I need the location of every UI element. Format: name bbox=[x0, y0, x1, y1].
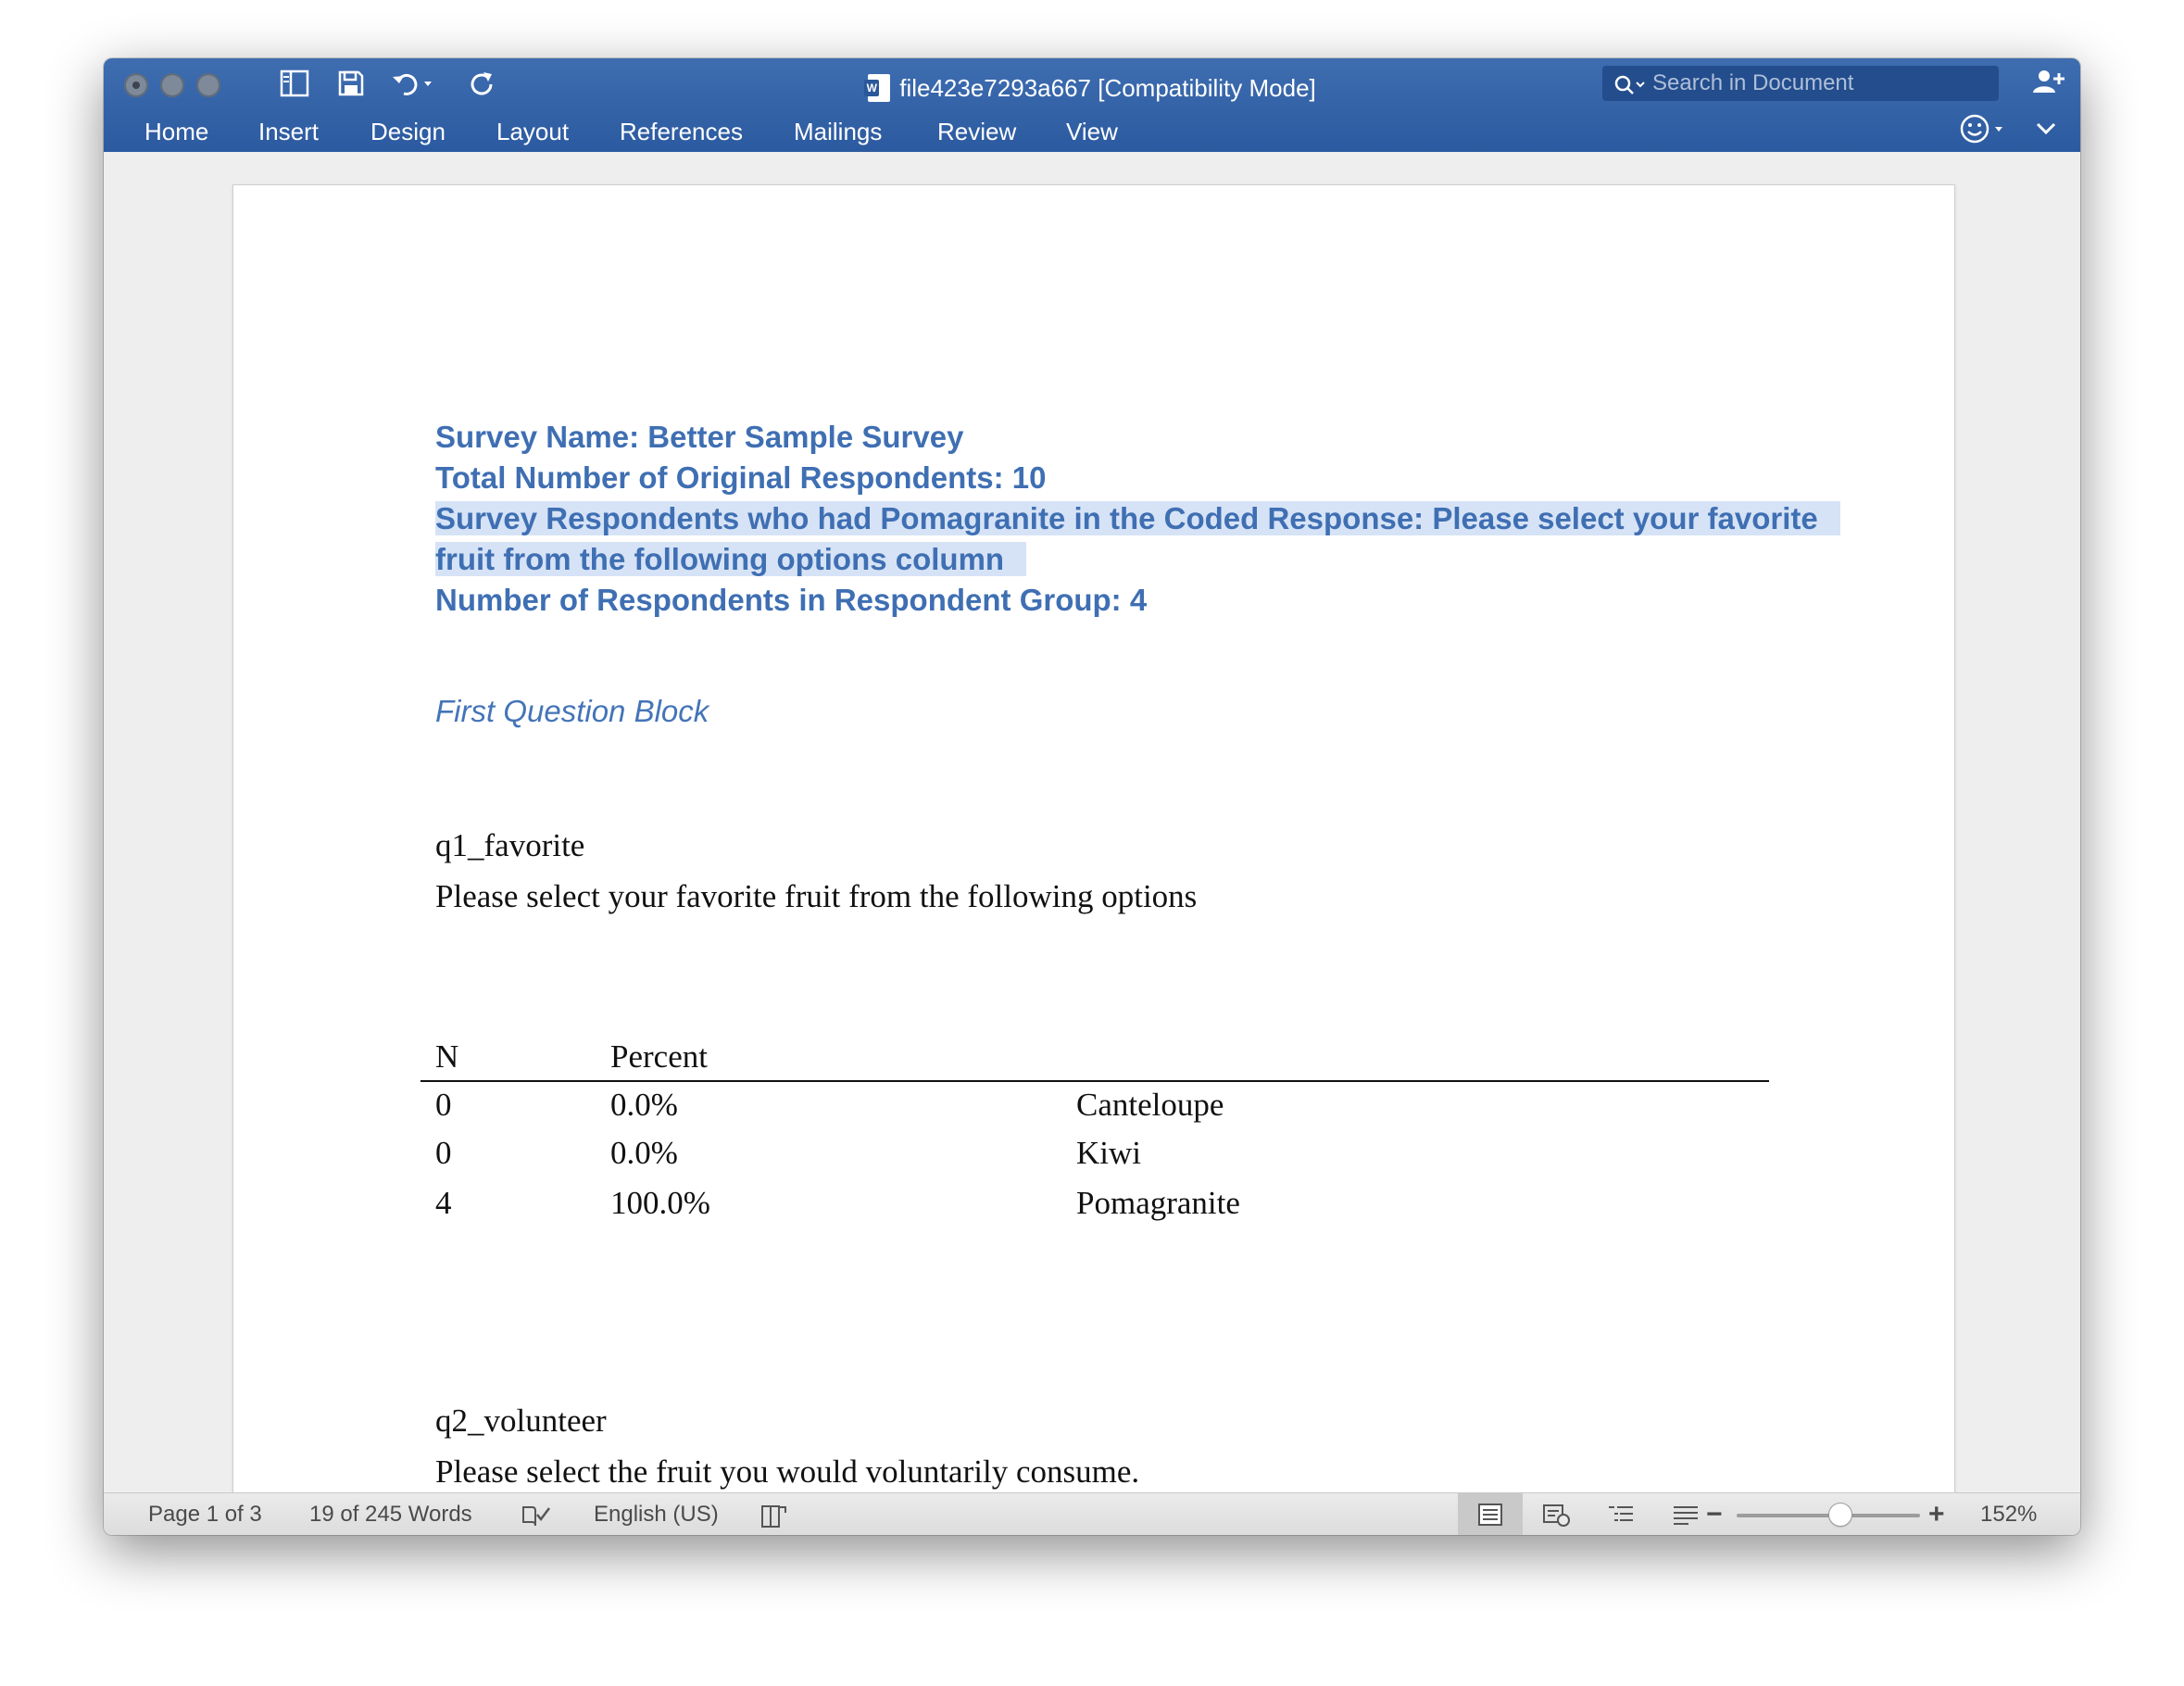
zoom-out-button[interactable]: − bbox=[1706, 1499, 1723, 1529]
tab-insert[interactable]: Insert bbox=[258, 118, 320, 145]
tab-review[interactable]: Review bbox=[937, 118, 1017, 145]
share-user-icon[interactable] bbox=[2032, 68, 2065, 100]
web-layout-icon bbox=[1542, 1504, 1572, 1528]
zoom-slider-track[interactable] bbox=[1737, 1514, 1920, 1517]
tab-mailings[interactable]: Mailings bbox=[794, 118, 883, 145]
page-indicator[interactable]: Page 1 of 3 bbox=[148, 1502, 262, 1527]
draft-icon bbox=[1672, 1504, 1700, 1526]
language-indicator[interactable]: English (US) bbox=[594, 1502, 719, 1527]
document-canvas bbox=[104, 152, 2080, 1492]
row-percent: 0.0% bbox=[610, 1087, 678, 1123]
zoom-in-button[interactable]: + bbox=[1928, 1499, 1945, 1529]
zoom-slider-knob[interactable] bbox=[1829, 1504, 1851, 1526]
document-page[interactable] bbox=[233, 185, 1954, 1492]
column-header-n: N bbox=[435, 1038, 459, 1075]
proofing-icon[interactable] bbox=[521, 1502, 552, 1535]
tab-design[interactable]: Design bbox=[370, 118, 446, 145]
print-layout-view-button[interactable] bbox=[1458, 1493, 1523, 1535]
smiley-feedback-icon[interactable] bbox=[1960, 113, 2008, 151]
title-bar bbox=[104, 58, 2080, 152]
question-block-title: First Question Block bbox=[435, 694, 709, 728]
search-in-document[interactable] bbox=[1602, 66, 1999, 101]
search-icon bbox=[1613, 72, 1647, 107]
zoom-level[interactable]: 152% bbox=[1980, 1502, 2038, 1527]
outline-icon bbox=[1607, 1504, 1635, 1526]
row-label: Canteloupe bbox=[1076, 1087, 1224, 1123]
word-count[interactable]: 19 of 245 Words bbox=[309, 1502, 472, 1527]
print-layout-icon bbox=[1477, 1504, 1503, 1526]
tab-home[interactable]: Home bbox=[144, 118, 209, 145]
respondent-group-line-2: fruit from the following options column bbox=[435, 542, 1026, 576]
row-n: 0 bbox=[435, 1087, 452, 1123]
survey-header bbox=[435, 417, 1818, 621]
row-percent: 0.0% bbox=[610, 1135, 678, 1171]
collapse-ribbon-icon[interactable] bbox=[2034, 120, 2058, 143]
row-label: Pomagranite bbox=[1076, 1185, 1240, 1221]
tab-layout[interactable]: Layout bbox=[496, 118, 570, 145]
document-title-text: file423e7293a667 [Compatibility Mode] bbox=[899, 74, 1316, 102]
row-n: 0 bbox=[435, 1135, 452, 1171]
search-placeholder: Search in Document bbox=[1652, 70, 1854, 95]
q1-text: Please select your favorite fruit from the following options bbox=[435, 878, 1198, 914]
column-header-percent: Percent bbox=[610, 1038, 708, 1075]
status-bar bbox=[104, 1492, 2080, 1535]
respondent-group-count: Number of Respondents in Respondent Group: 4 bbox=[435, 583, 1148, 617]
web-layout-view-button[interactable] bbox=[1523, 1493, 1588, 1535]
tab-references[interactable]: References bbox=[620, 118, 743, 145]
survey-name: Survey Name: Better Sample Survey bbox=[435, 420, 964, 454]
q2-text: Please select the fruit you would voluntarily consume. bbox=[435, 1453, 1140, 1490]
q2-name: q2_volunteer bbox=[435, 1403, 607, 1439]
track-changes-icon[interactable] bbox=[759, 1502, 789, 1535]
word-window bbox=[104, 58, 2080, 1535]
row-label: Kiwi bbox=[1076, 1135, 1141, 1171]
row-n: 4 bbox=[435, 1185, 452, 1221]
respondent-group-line-1: Survey Respondents who had Pomagranite in the Coded Response: Please select your favorite bbox=[435, 501, 1840, 535]
q1-name: q1_favorite bbox=[435, 827, 585, 863]
word-document-icon bbox=[868, 74, 890, 102]
table-header-rule bbox=[420, 1080, 1769, 1082]
total-respondents: Total Number of Original Respondents: 10 bbox=[435, 460, 1047, 495]
outline-view-button[interactable] bbox=[1588, 1493, 1652, 1535]
row-percent: 100.0% bbox=[610, 1185, 710, 1221]
tab-view[interactable]: View bbox=[1066, 118, 1118, 145]
